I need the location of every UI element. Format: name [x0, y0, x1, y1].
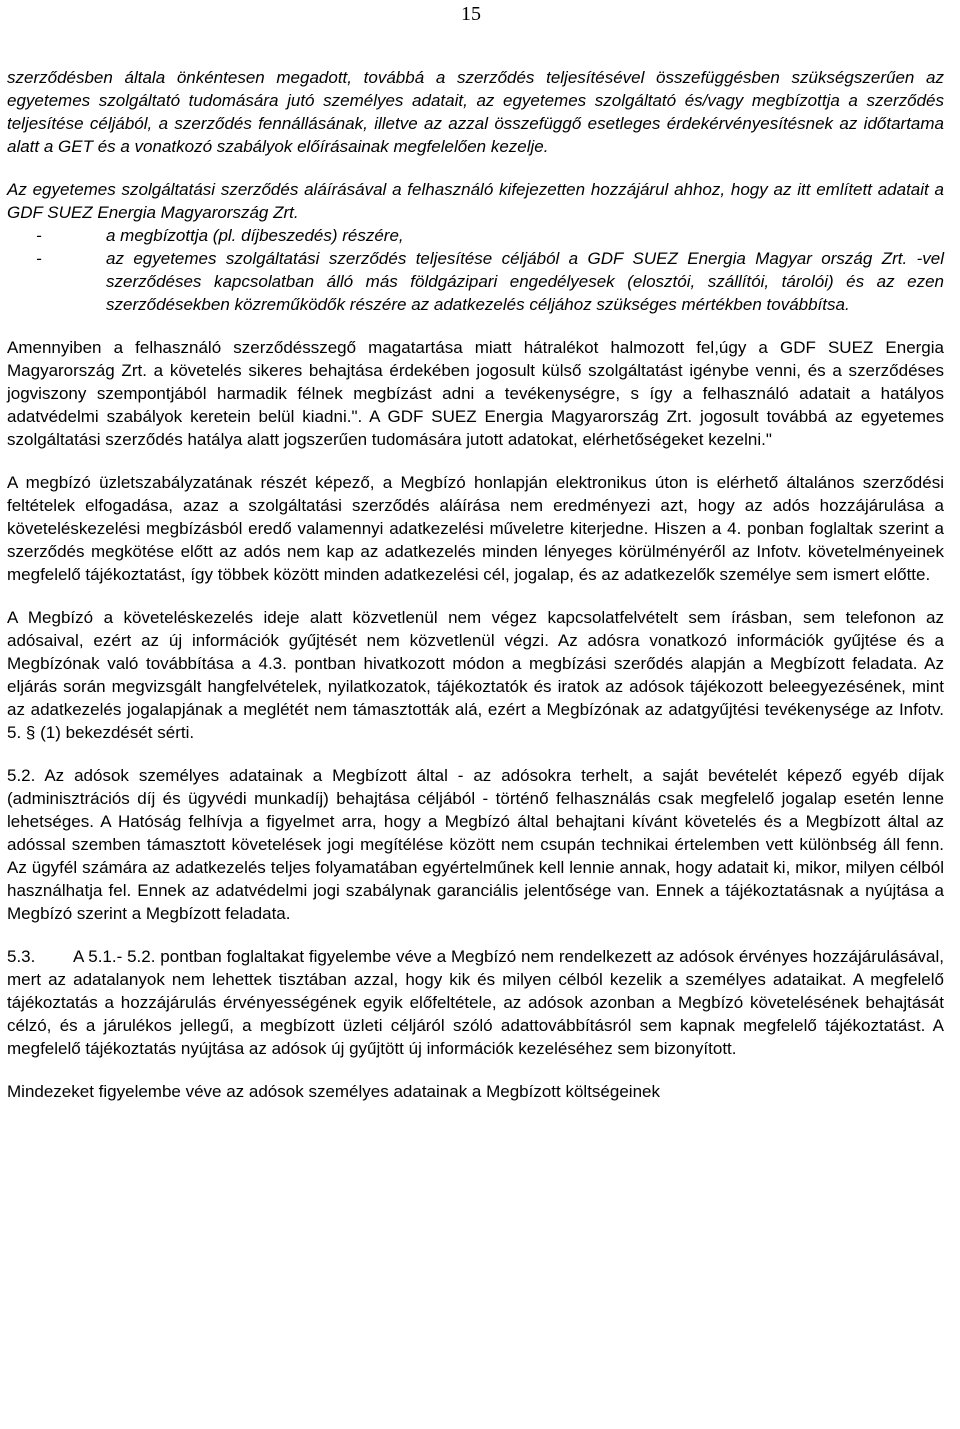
consent-intro: Az egyetemes szolgáltatási szerződés aláírásával a felhasználó kifejezetten hozzájárul ahhoz, hogy az itt említett adatait a GDF SUEZ Energia Magyarország Zrt.	[7, 180, 944, 222]
list-item	[7, 224, 944, 247]
section-number: 5.3.	[7, 947, 36, 966]
document-body	[7, 66, 944, 1123]
paragraph-terms-acceptance: A megbízó üzletszabályzatának részét képező, a Megbízó honlapján elektronikus úton is elérhető általános szerződési feltételek elfogadása, azaz a szolgáltatási szerződés aláírása nem eredményezi azt, hogy az adós hozzájárulása a követeléskezelési megbízásból eredő valamennyi adatkezelési műveletre kiterjedne. Hiszen a 4. ponban foglaltak szerint a szerződés megkötése előtt az adós nem kap az adatkezelés minden lényeges körülményéről az Infotv. követelményeinek megfelelő tájékoztatást, így többek között minden adatkezelési cél, jogalap, és az adatkezelők személye sem ismert előtte.	[7, 473, 944, 584]
list-dash: -	[36, 249, 42, 268]
paragraph-information-gathering: A Megbízó a követeléskezelés ideje alatt közvetlenül nem végez kapcsolatfelvételt sem írásban, sem telefonon az adósaival, ezért az új információk gyűjtését nem közvetlenül végzi. Az adósra vonatkozó információk gyűjtése és a Megbízónak való továbbítása a 4.3. pontban hivatkozott módon a megbízási szerődés alapján a Megbízott feladata. Az eljárás során megvizsgált hangfelvételek, nyilatkozatok, tájékoztatók és iratok az adósok tájékozott beleegyezésének, mint az adatkezelés jogalapjának a meglétét nem támasztották alá, ezért a Megbízónak az adatgyűjtési tevékenysége az Infotv. 5. § (1) bekezdését sérti.	[7, 608, 944, 742]
page-number: 15	[461, 3, 481, 25]
section-text: A 5.1.- 5.2. pontban foglaltakat figyelembe véve a Megbízó nem rendelkezett az adósok érvényes hozzájárulásával, mert az adatalanyok nem lehettek tisztában azzal, hogy kik és milyen célból kezelik a személyes adataikat. A megfelelő tájékoztatás a hozzájárulás érvényességének egyik előfeltétele, az adósok azonban a Megbízó követelésének behajtását célzó, és a járulékos jellegű, a megbízott üzleti céljáról szóló adattovábbításról sem kapnak megfelelő tájékoztatást. A megfelelő tájékoztatás nyújtása az adósok új gyűjtött új információk kezeléséhez sem bizonyított.	[7, 947, 944, 1058]
paragraph-debt-collection: Amennyiben a felhasználó szerződésszegő magatartása miatt hátralékot halmozott fel,úgy a GDF SUEZ Energia Magyarország Zrt. a követelés sikeres behajtása érdekében jogosult külső szolgáltatást igénybe venni, és a szerződéses jogviszony szempontjából harmadik félnek megbízást adni a tevékenységre, s így a felhasználó adatait a hatályos adatvédelmi szabályok keretein belül kiadni.". A GDF SUEZ Energia Magyarország Zrt. jogosult továbbá az egyetemes szolgáltatási szerződés hatálya alatt jogszerűen tudomására jutott adatokat, elérhetőségeket kezelni."	[7, 338, 944, 449]
list-item	[7, 247, 944, 316]
list-item-text: az egyetemes szolgáltatási szerződés teljesítése céljából a GDF SUEZ Energia Magyar ország Zrt. -vel szerződéses kapcsolatban álló más földgázipari engedélyesek (elosztói, szállítói, tárolói) és az ezen szerződésekben közreműködők részére az adatkezelés céljához szükséges mértékben továbbítsa.	[106, 249, 944, 314]
paragraph-section-5-2: 5.2. Az adósok személyes adatainak a Megbízott által - az adósokra terhelt, a saját bevételét képező egyéb díjak (adminisztrációs díj és ügyvédi munkadíj) behajtása céljából - történő felhasználás csak megfelelő jogalap esetén lenne lehetséges. A Hatóság felhívja a figyelmet arra, hogy a Megbízó által behajtani kívánt követelés és a Megbízott által az adóssal szemben támasztott követelések jogi megítélése között nem csupán technikai értelemben vett különbség áll fenn. Az ügyfél számára az adatkezelés teljes folyamatában egyértelműnek kell lennie annak, hogy adatait ki, mikor, milyen célból használhatja fel. Ennek az adatvédelmi jogi szabálynak garanciális jelentősége van. Ennek a tájékoztatásnak a nyújtása a Megbízó szerint a Megbízott feladata.	[7, 766, 944, 923]
list-item-text: a megbízottja (pl. díjbeszedés) részére,	[106, 226, 404, 245]
consent-list	[7, 224, 944, 316]
paragraph-final-line: Mindezeket figyelembe véve az adósok személyes adatainak a Megbízott költségeinek	[7, 1082, 660, 1101]
consent-block	[7, 178, 944, 316]
paragraph-consent-continuation: szerződésben általa önkéntesen megadott, továbbá a szerződés teljesítésével összefüggésben szükségszerűen az egyetemes szolgáltató tudomására jutó személyes adatait, az egyetemes szolgáltató és/vagy megbízottja a szerződés teljesítése céljából, a szerződés fennállásának, illetve az azzal összefüggő esetleges érdekérvényesítésnek az időtartama alatt a GET és a vonatkozó szabályok előírásainak megfelelően kezelje.	[7, 68, 944, 156]
paragraph-section-5-3	[7, 945, 944, 1060]
list-dash: -	[36, 226, 42, 245]
